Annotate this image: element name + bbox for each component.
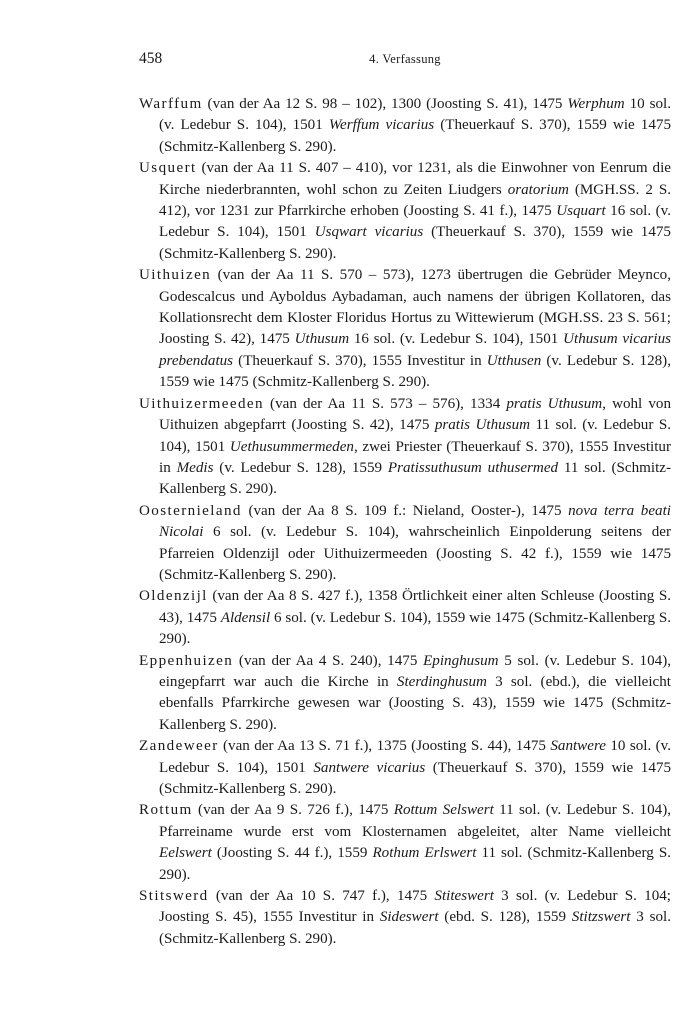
entry-text: (Theuerkauf S. 370), 1559 wie 1475 (Schmitz-Kallenberg S. 290). [159, 759, 671, 797]
entry-text: 10 sol. (v. Ledebur S. 104), 1501 [159, 738, 671, 776]
parish-entry [139, 800, 671, 886]
entry-text: (van der Aa 11 S. 407 – 410), vor 1231, als die Einwohner von Eenrum die Kirche niederbrannten, wohl schon zu Zeiten Liudgers [159, 160, 671, 198]
italic-source-term: Santwere [550, 738, 606, 755]
place-name: Rottum [139, 802, 193, 819]
place-name: Uithuizermeeden [139, 395, 264, 412]
entry-text: (van der Aa 12 S. 98 – 102), 1300 (Joosting S. 41), 1475 [202, 96, 568, 112]
place-name: Eppenhuizen [139, 652, 234, 669]
entry-text: (v. Ledebur S. 128), 1559 wie 1475 (Schmitz-Kallenberg S. 290). [159, 352, 671, 391]
entry-text: (ebd. S. 128), 1559 [438, 909, 572, 926]
entry-text: (van der Aa 11 S. 573 – 576), 1334 [263, 395, 507, 412]
italic-source-term: nova terra beati Nicolai [159, 502, 671, 541]
entry-text: 11 sol. (v. Ledebur S. 104), 1501 [159, 417, 671, 455]
italic-source-term: Usqwart vicarius [314, 224, 424, 241]
italic-source-term: Utthusen [486, 352, 542, 369]
entry-text: 11 sol. (Schmitz-Kallenberg S. 290). [159, 459, 672, 498]
parish-entry [139, 736, 671, 800]
italic-source-term: Uthusum [294, 331, 350, 348]
italic-source-term: Sterdinghusum [396, 673, 487, 690]
italic-source-term: Usquart [556, 203, 606, 220]
entry-text: (MGH.SS. 2 S. 412), vor 1231 zur Pfarrkirche erhoben (Joosting S. 41 f.), 1475 [159, 181, 671, 220]
entry-text: (Joosting S. 44 f.), 1559 [211, 845, 373, 862]
entry-text: (van der Aa 4 S. 240), 1475 [233, 652, 424, 669]
italic-source-term: Werphum [567, 96, 625, 112]
entry-text: (v. Ledebur S. 128), 1559 [213, 459, 388, 476]
entry-text: 5 sol. (v. Ledebur S. 104), eingepfarrt war auch die Kirche in [159, 652, 671, 690]
entry-text: , wohl von Uithuizen abgepfarrt (Joosting S. 42), 1475 [159, 395, 671, 434]
entry-text: 6 sol. (v. Ledebur S. 104), 1559 wie 1475 (Schmitz-Kallenberg S. 290). [159, 609, 671, 648]
parish-entry [139, 265, 671, 393]
place-name: Warffum [139, 96, 203, 112]
italic-source-term: pratis Uthusum [506, 395, 603, 412]
entry-text: 16 sol. (v. Ledebur S. 104), 1501 [349, 331, 564, 348]
entry-text: 6 sol. (v. Ledebur S. 104), wahrscheinlich Einpolderung seitens der Pfarreien Oldenzijl oder Uithuizermeeden (Joosting S. 42 f.), 1559 wie 1475 (Schmitz-Kallenberg S. 290). [159, 524, 671, 583]
place-name: Uithuizen [139, 267, 212, 284]
italic-source-term: Rothum Erlswert [372, 845, 477, 862]
entry-text: (Theuerkauf S. 370), 1555 Investitur in [233, 352, 487, 369]
parish-entry [139, 394, 671, 501]
italic-source-term: Sideswert [379, 909, 439, 926]
entry-text: (Theuerkauf S. 370), 1559 wie 1475 (Schmitz-Kallenberg S. 290). [159, 117, 671, 155]
italic-source-term: Epinghusum [423, 652, 499, 669]
italic-source-term: Eelswert [159, 845, 212, 862]
parish-entry [139, 886, 671, 950]
parish-entry [139, 94, 671, 158]
italic-source-term: Medis [176, 459, 214, 476]
entry-text: 3 sol. (ebd.), die vielleicht ebenfalls Pfarrkirche gewesen war (Joosting S. 43), 1559 wie 1475 (Schmitz-Kallenberg S. 290). [159, 673, 671, 733]
place-name: Stitswerd [139, 888, 209, 905]
italic-source-term: oratorium [507, 181, 569, 198]
entry-text: 3 sol. (v. Ledebur S. 104; Joosting S. 45), 1555 Investitur in [159, 888, 671, 926]
entry-text: (van der Aa 8 S. 427 f.), 1358 Örtlichkeit einer alten Schleuse (Joosting S. 43), 1475 [159, 588, 671, 626]
place-name: Zandeweer [139, 738, 219, 755]
parish-entry [139, 158, 671, 265]
parish-entry [139, 501, 671, 587]
page-number: 458 [139, 50, 163, 67]
entry-text: (Theuerkauf S. 370), 1559 wie 1475 (Schmitz-Kallenberg S. 290). [159, 224, 671, 262]
entry-text: (van der Aa 11 S. 570 – 573), 1273 übertrugen die Gebrüder Meynco, Godescalcus und Ayboldus Aybadaman, auch namens der übrigen Kollatoren, das Kollationsrecht dem Kloster Floridus Hortus zu Wittewierum (MGH.SS. 23 S. 561; Joosting S. 42), 1475 [159, 267, 671, 348]
place-name: Usquert [139, 160, 197, 177]
parish-entry-list [139, 94, 671, 950]
running-head: 4. Verfassung [369, 52, 441, 66]
italic-source-term: Werffum vicarius [328, 117, 435, 134]
entry-text: 10 sol. (v. Ledebur S. 104), 1501 [159, 96, 671, 134]
italic-source-term: Pratissuthusum uthusermed [387, 459, 559, 476]
entry-text: 16 sol. (v. Ledebur S. 104), 1501 [159, 203, 671, 241]
entry-text: (van der Aa 8 S. 109 f.: Nieland, Ooster-), 1475 [241, 502, 569, 519]
italic-source-term: Rottum Selswert [393, 802, 494, 819]
parish-entry [139, 586, 671, 650]
entry-text: 3 sol. (Schmitz-Kallenberg S. 290). [159, 909, 671, 947]
entry-text: 11 sol. (Schmitz-Kallenberg S. 290). [159, 845, 671, 883]
italic-source-term: Santwere vicarius [313, 759, 426, 776]
entry-text: , zwei Priester (Theuerkauf S. 370), 1555 Investitur in [159, 438, 671, 476]
place-name: Oldenzijl [139, 588, 208, 605]
entry-text: (van der Aa 9 S. 726 f.), 1475 [192, 802, 394, 819]
italic-source-term: pratis Uthusum [434, 417, 531, 434]
italic-source-term: Uethusummermeden [229, 438, 354, 455]
place-name: Oosternieland [139, 502, 242, 519]
parish-entry [139, 651, 671, 737]
italic-source-term: Stitzswert [571, 909, 631, 926]
italic-source-term: Uthusum vicarius prebendatus [159, 331, 671, 369]
italic-source-term: Stiteswert [434, 888, 494, 905]
page-header [139, 50, 671, 74]
italic-source-term: Aldensil [220, 609, 271, 626]
entry-text: (van der Aa 13 S. 71 f.), 1375 (Joosting S. 44), 1475 [218, 738, 551, 755]
entry-text: (van der Aa 10 S. 747 f.), 1475 [208, 888, 435, 905]
entry-text: 11 sol. (v. Ledebur S. 104), Pfarreiname wurde erst vom Klosternamen abgeleitet, alter Name vielleicht [159, 802, 671, 840]
